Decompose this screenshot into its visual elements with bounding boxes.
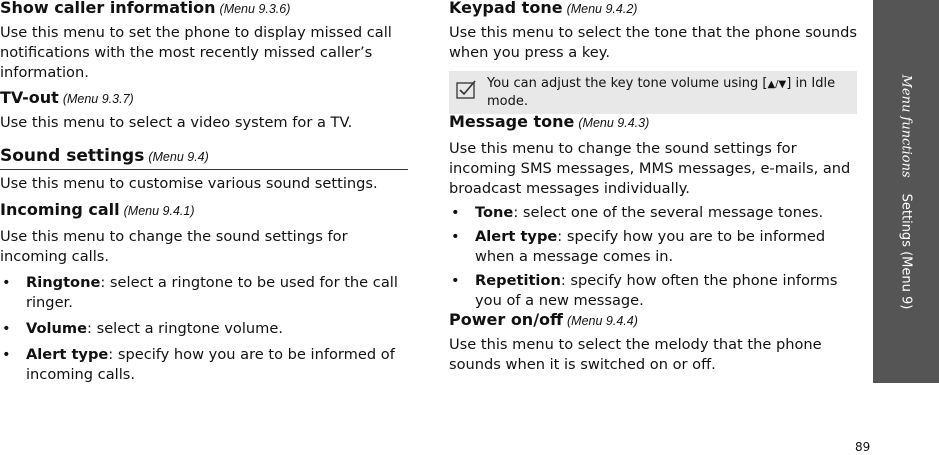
menu-ref: (Menu 9.3.6) [219, 2, 291, 16]
list-item: • Repetition: specify how often the phone informs you of a new message. [449, 271, 857, 311]
section-power-onoff [449, 310, 857, 375]
paragraph: Use this menu to select the tone that the phone sounds when you press a key. [449, 24, 857, 61]
menu-ref: (Menu 9.3.7) [62, 92, 134, 106]
note-check-icon [455, 79, 477, 101]
bullet-list [449, 203, 857, 311]
paragraph: Use this menu to select the melody that the phone sounds when it is switched on or off. [449, 336, 822, 373]
section-tv-out [0, 88, 408, 133]
heading-sound-settings: Sound settings (Menu 9.4) [0, 146, 408, 170]
sidebar-label: Menu functionsSettings (Menu 9) [898, 74, 914, 309]
paragraph: Use this menu to select a video system for a TV. [0, 114, 353, 131]
note-text: You can adjust the key tone volume using [▲/▼] in Idle mode. [487, 76, 836, 109]
heading-show-caller: Show caller information (Menu 9.3.6) [0, 0, 291, 17]
list-item: • Ringtone: select a ringtone to be used for the call ringer. [0, 273, 408, 313]
paragraph: Use this menu to change the sound settings for incoming calls. [0, 228, 348, 265]
heading-incoming-call: Incoming call (Menu 9.4.1) [0, 200, 195, 219]
section-message-tone [449, 112, 857, 311]
paragraph: Use this menu to customise various sound settings. [0, 175, 378, 192]
section-sound-settings [0, 146, 408, 194]
note-box [449, 71, 857, 114]
heading-message-tone: Message tone (Menu 9.4.3) [449, 112, 650, 131]
heading-keypad-tone: Keypad tone (Menu 9.4.2) [449, 0, 638, 17]
list-item: • Volume: select a ringtone volume. [0, 319, 408, 339]
up-down-key-icon: ▲/▼ [767, 79, 787, 90]
chapter-sidebar-tab [873, 0, 939, 383]
section-show-caller [0, 0, 408, 83]
section-incoming-call [0, 200, 408, 385]
menu-ref: (Menu 9.4.1) [123, 204, 195, 218]
heading-tv-out: TV-out (Menu 9.3.7) [0, 88, 134, 107]
page-number: 89 [855, 440, 871, 454]
paragraph: Use this menu to set the phone to display missed call notifications with the most recently missed caller’s information. [0, 24, 392, 81]
list-item: • Alert type: specify how you are to be informed of incoming calls. [0, 345, 408, 385]
paragraph: Use this menu to change the sound settings for incoming SMS messages, MMS messages, e-mails, and broadcast messages individually. [449, 140, 851, 197]
menu-ref: (Menu 9.4) [148, 150, 209, 164]
list-item: • Alert type: specify how you are to be informed when a message comes in. [449, 227, 857, 267]
menu-ref: (Menu 9.4.4) [567, 314, 638, 328]
menu-ref: (Menu 9.4.3) [578, 116, 650, 130]
heading-power-onoff: Power on/off (Menu 9.4.4) [449, 310, 638, 329]
section-keypad-tone [449, 0, 857, 114]
list-item: • Tone: select one of the several message tones. [449, 203, 857, 223]
bullet-list [0, 273, 408, 385]
menu-ref: (Menu 9.4.2) [566, 2, 638, 16]
